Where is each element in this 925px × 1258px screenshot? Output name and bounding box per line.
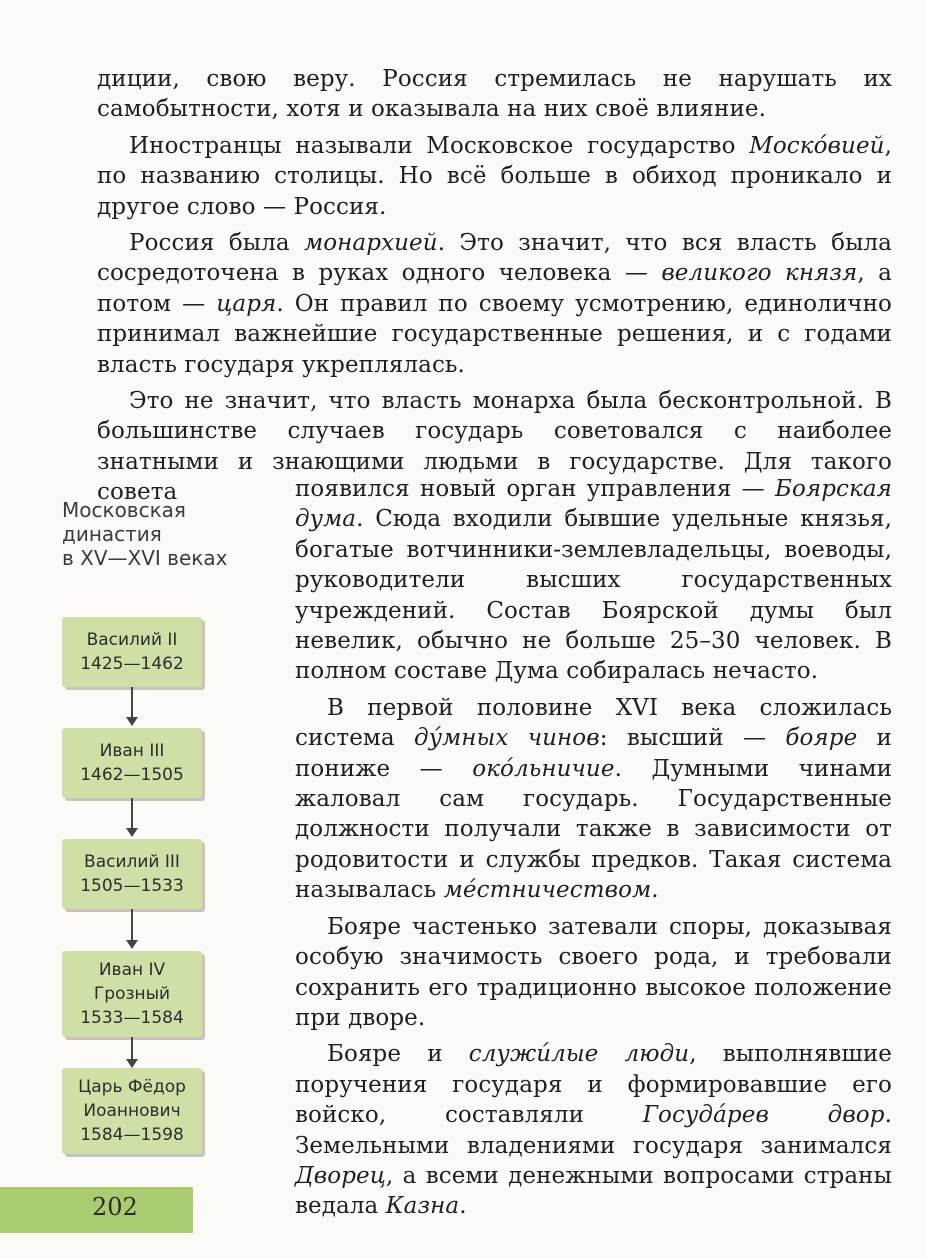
paragraph (295, 1039, 892, 1221)
text-segment: . Думными чинами жаловал сам государь. Государственные должности получали также в зависимости от родовитости и службы предков. Такая система называлась (295, 755, 892, 904)
text-segment: и пониже — (295, 725, 892, 782)
dynasty-title-line: династия (62, 522, 162, 546)
dynasty-connector (131, 687, 133, 720)
dynasty-title-line: Московская (62, 498, 186, 522)
text-segment: Бояре частенько затевали споры, доказывая особую значимость своего рода, и требовали сохранить его традиционно высокое положение при дворе. (295, 913, 892, 1031)
arrow-down-icon (126, 940, 138, 949)
italic-term: Казна (385, 1193, 460, 1220)
text-segment: . Земельными владениями государя занимался (295, 1102, 892, 1159)
text-segment: появился новый орган управления — (295, 476, 775, 502)
ruler-years: 1505—1533 (80, 876, 184, 896)
ruler-years: 1462—1505 (80, 765, 184, 785)
ruler-years: 1425—1462 (80, 654, 184, 674)
italic-term: бояре (785, 725, 858, 752)
paragraph (97, 131, 892, 222)
italic-term: монархией (304, 230, 438, 257)
text-segment: Иностранцы называли Московское государство (129, 132, 750, 159)
text-segment: диции, свою веру. Россия стремилась не нарушать их самобытности, хотя и оказывала на них своё влияние. (97, 66, 892, 123)
ruler-years: 1584—1598 (80, 1125, 184, 1145)
text-segment: . (651, 877, 659, 904)
italic-term: служи́лые люди (468, 1041, 690, 1068)
ruler-box-ivan-4 (62, 951, 202, 1037)
ruler-name: Василий III (84, 852, 180, 872)
ruler-box-fyodor (62, 1068, 202, 1154)
ruler-name: Иван III (99, 741, 165, 761)
ruler-name-2: Иоаннович (83, 1101, 181, 1121)
top-text-block (97, 64, 892, 508)
paragraph (295, 912, 892, 1034)
ruler-epithet: Грозный (93, 984, 171, 1004)
text-segment: . (459, 1193, 467, 1220)
text-segment: , выполнявшие поручения государя и формировавшие его войско, составляли (295, 1041, 892, 1129)
paragraph (295, 474, 892, 687)
italic-term: Дворец (295, 1162, 386, 1189)
text-segment: . Это значит, что вся власть была сосредоточена в руках одного человека — (97, 230, 892, 287)
text-segment: Это не значит, что власть монарха была бесконтрольной. В большинстве случаев государь советовался с наиболее знатными и знающими людьми в государстве. Для такого совета (97, 388, 892, 506)
dynasty-title-line: в XV—XVI веках (62, 546, 228, 570)
italic-term: око́льничие (472, 755, 615, 782)
italic-term: Боярская дума (295, 476, 892, 533)
paragraph (295, 693, 892, 906)
ruler-box-ivan-3 (62, 728, 202, 798)
italic-term: ду́мных чинов (414, 725, 600, 752)
ruler-box-vasily-3 (62, 839, 202, 909)
text-segment: . Он правил по своему усмотрению, единолично принимал важнейшие государственные решения, и с годами власть государя укреплялась. (97, 290, 892, 378)
text-segment: Бояре и (327, 1041, 469, 1068)
dynasty-connector (131, 798, 133, 831)
text-segment: В первой половине XVI века сложилась система (295, 694, 892, 752)
text-segment: , а всеми денежными вопросами страны ведала (295, 1162, 892, 1220)
text-segment: : высший — (599, 725, 786, 752)
text-segment: Россия была (129, 230, 305, 257)
paragraph (97, 64, 892, 125)
italic-term: Моско́вией (749, 132, 885, 159)
ruler-name: Иван IV (98, 960, 166, 980)
italic-term: царя (216, 290, 277, 317)
dynasty-title (62, 498, 272, 570)
right-text-block (295, 474, 892, 1222)
arrow-down-icon (126, 828, 138, 837)
text-segment: , а потом — (97, 260, 892, 317)
arrow-down-icon (126, 717, 138, 726)
text-segment: . Сюда входили бывшие удельные князья, богатые вотчинники-землевладельцы, воеводы, руководители высших государственных учреждений. Состав Боярской думы был невелик, обычно не больше 25–30 человек. В полном составе Дума собиралась нечасто. (295, 506, 892, 685)
ruler-name: Василий II (86, 630, 178, 650)
page-number: 202 (92, 1193, 138, 1221)
ruler-box-vasily-2 (62, 617, 202, 687)
italic-term: Госуда́рев двор (642, 1102, 885, 1129)
text-segment: , по названию столицы. Но всё больше в обиход проникало и другое слово — Россия. (97, 132, 892, 220)
paragraph (97, 228, 892, 380)
dynasty-connector (131, 909, 133, 943)
ruler-name: Царь Фёдор (78, 1077, 186, 1097)
arrow-down-icon (126, 1059, 138, 1068)
ruler-years: 1533—1584 (80, 1008, 184, 1028)
italic-term: ме́стничеством (443, 877, 652, 904)
italic-term: великого князя (661, 260, 858, 287)
